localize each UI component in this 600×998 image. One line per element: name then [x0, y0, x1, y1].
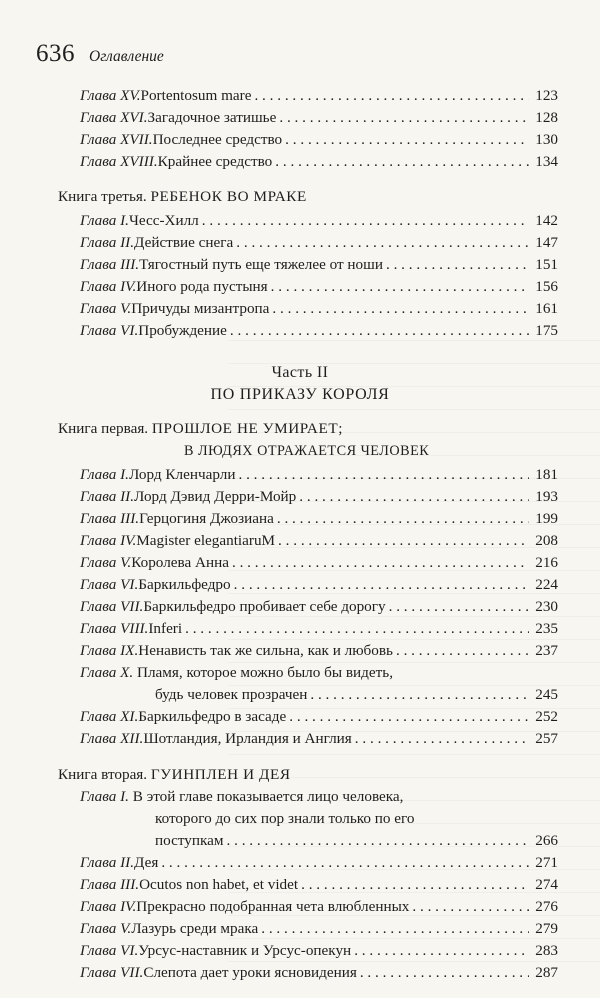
toc-entry[interactable]: Глава VII. Баркильфедро пробивает себе дорогу . . . 230: [80, 596, 558, 618]
book-heading-continued: В ЛЮДЯХ ОТРАЖАЕТСЯ ЧЕЛОВЕК: [184, 443, 430, 459]
toc-entry[interactable]: Глава I. Чесс-Хилл . . . 142: [80, 210, 558, 232]
toc-entry[interactable]: Глава VI. Баркильфедро . . . 224: [80, 574, 558, 596]
toc-entry[interactable]: Глава V. Лазурь среди мрака . . . 279: [80, 918, 558, 940]
toc-entry[interactable]: Глава VI. Урсус-наставник и Урсус-опекун . . . 283: [80, 940, 558, 962]
toc-entry[interactable]: Глава IV. Прекрасно подобранная чета влюбленных . . . 276: [80, 896, 558, 918]
toc-entry-continued[interactable]: поступкам . . . 266: [155, 830, 558, 852]
toc-entry[interactable]: Глава XVI. Загадочное затишье . . . 128: [80, 107, 558, 129]
book-heading: Книга третья. РЕБЕНОК ВО МРАКЕ: [58, 188, 307, 205]
toc-entry[interactable]: Глава I. Лорд Кленчарли . . . 181: [80, 464, 558, 486]
toc-entry[interactable]: Глава VIII. Inferi . . . 235: [80, 618, 558, 640]
toc-entry[interactable]: Глава XVIII. Крайнее средство . . . 134: [80, 151, 558, 173]
book-heading: Книга вторая. ГУИНПЛЕН И ДЕЯ: [58, 766, 291, 783]
toc-entry[interactable]: Глава II. Действие снега . . . 147: [80, 232, 558, 254]
toc-entry[interactable]: Глава XII. Шотландия, Ирландия и Англия . . . 257: [80, 728, 558, 750]
book-heading: Книга первая. ПРОШЛОЕ НЕ УМИРАЕТ;: [58, 420, 344, 437]
toc-entry[interactable]: Глава XVII. Последнее средство . . . 130: [80, 129, 558, 151]
toc-entry[interactable]: Глава IV. Иного рода пустыня . . . 156: [80, 276, 558, 298]
toc-entry[interactable]: Глава XI. Баркильфедро в засаде . . . 252: [80, 706, 558, 728]
page-header: [36, 40, 164, 68]
toc-entry-continued: которого до сих пор знали только по его: [155, 810, 415, 827]
toc-entry[interactable]: Глава II. Дея . . . 271: [80, 852, 558, 874]
toc-entry[interactable]: Глава XV. Portentosum mare . . . 123: [80, 85, 558, 107]
toc-entry[interactable]: Глава IX. Ненависть так же сильна, как и любовь . . . 237: [80, 640, 558, 662]
toc-entry[interactable]: Глава III. Ocutos non habet, et videt . . . 274: [80, 874, 558, 896]
toc-entry[interactable]: Глава VI. Пробуждение . . . 175: [80, 320, 558, 342]
part-title: ПО ПРИКАЗУ КОРОЛЯ: [210, 386, 390, 403]
part-label: Часть II: [271, 364, 329, 381]
toc-entry[interactable]: Глава VII. Слепота дает уроки ясновидения . . . 287: [80, 962, 558, 984]
toc-entry[interactable]: Глава IV. Magister elegantiaruM . . . 208: [80, 530, 558, 552]
toc-entry-multiline[interactable]: Глава I. В этой главе показывается лицо человека,: [80, 788, 404, 805]
toc-entry[interactable]: Глава V. Королева Анна . . . 216: [80, 552, 558, 574]
page-number: 636: [36, 40, 75, 67]
toc-entry[interactable]: Глава III. Герцогиня Джозиана . . . 199: [80, 508, 558, 530]
toc-entry[interactable]: Глава III. Тягостный путь еще тяжелее от ноши . . . 151: [80, 254, 558, 276]
toc-entry[interactable]: Глава V. Причуды мизантропа . . . 161: [80, 298, 558, 320]
toc-entry-multiline[interactable]: Глава X. Пламя, которое можно было бы видеть,: [80, 664, 393, 681]
toc-entry[interactable]: Глава II. Лорд Дэвид Дерри-Мойр . . . 193: [80, 486, 558, 508]
running-title: Оглавление: [89, 48, 164, 65]
toc-entry-continued[interactable]: будь человек прозрачен . . . 245: [155, 684, 558, 706]
